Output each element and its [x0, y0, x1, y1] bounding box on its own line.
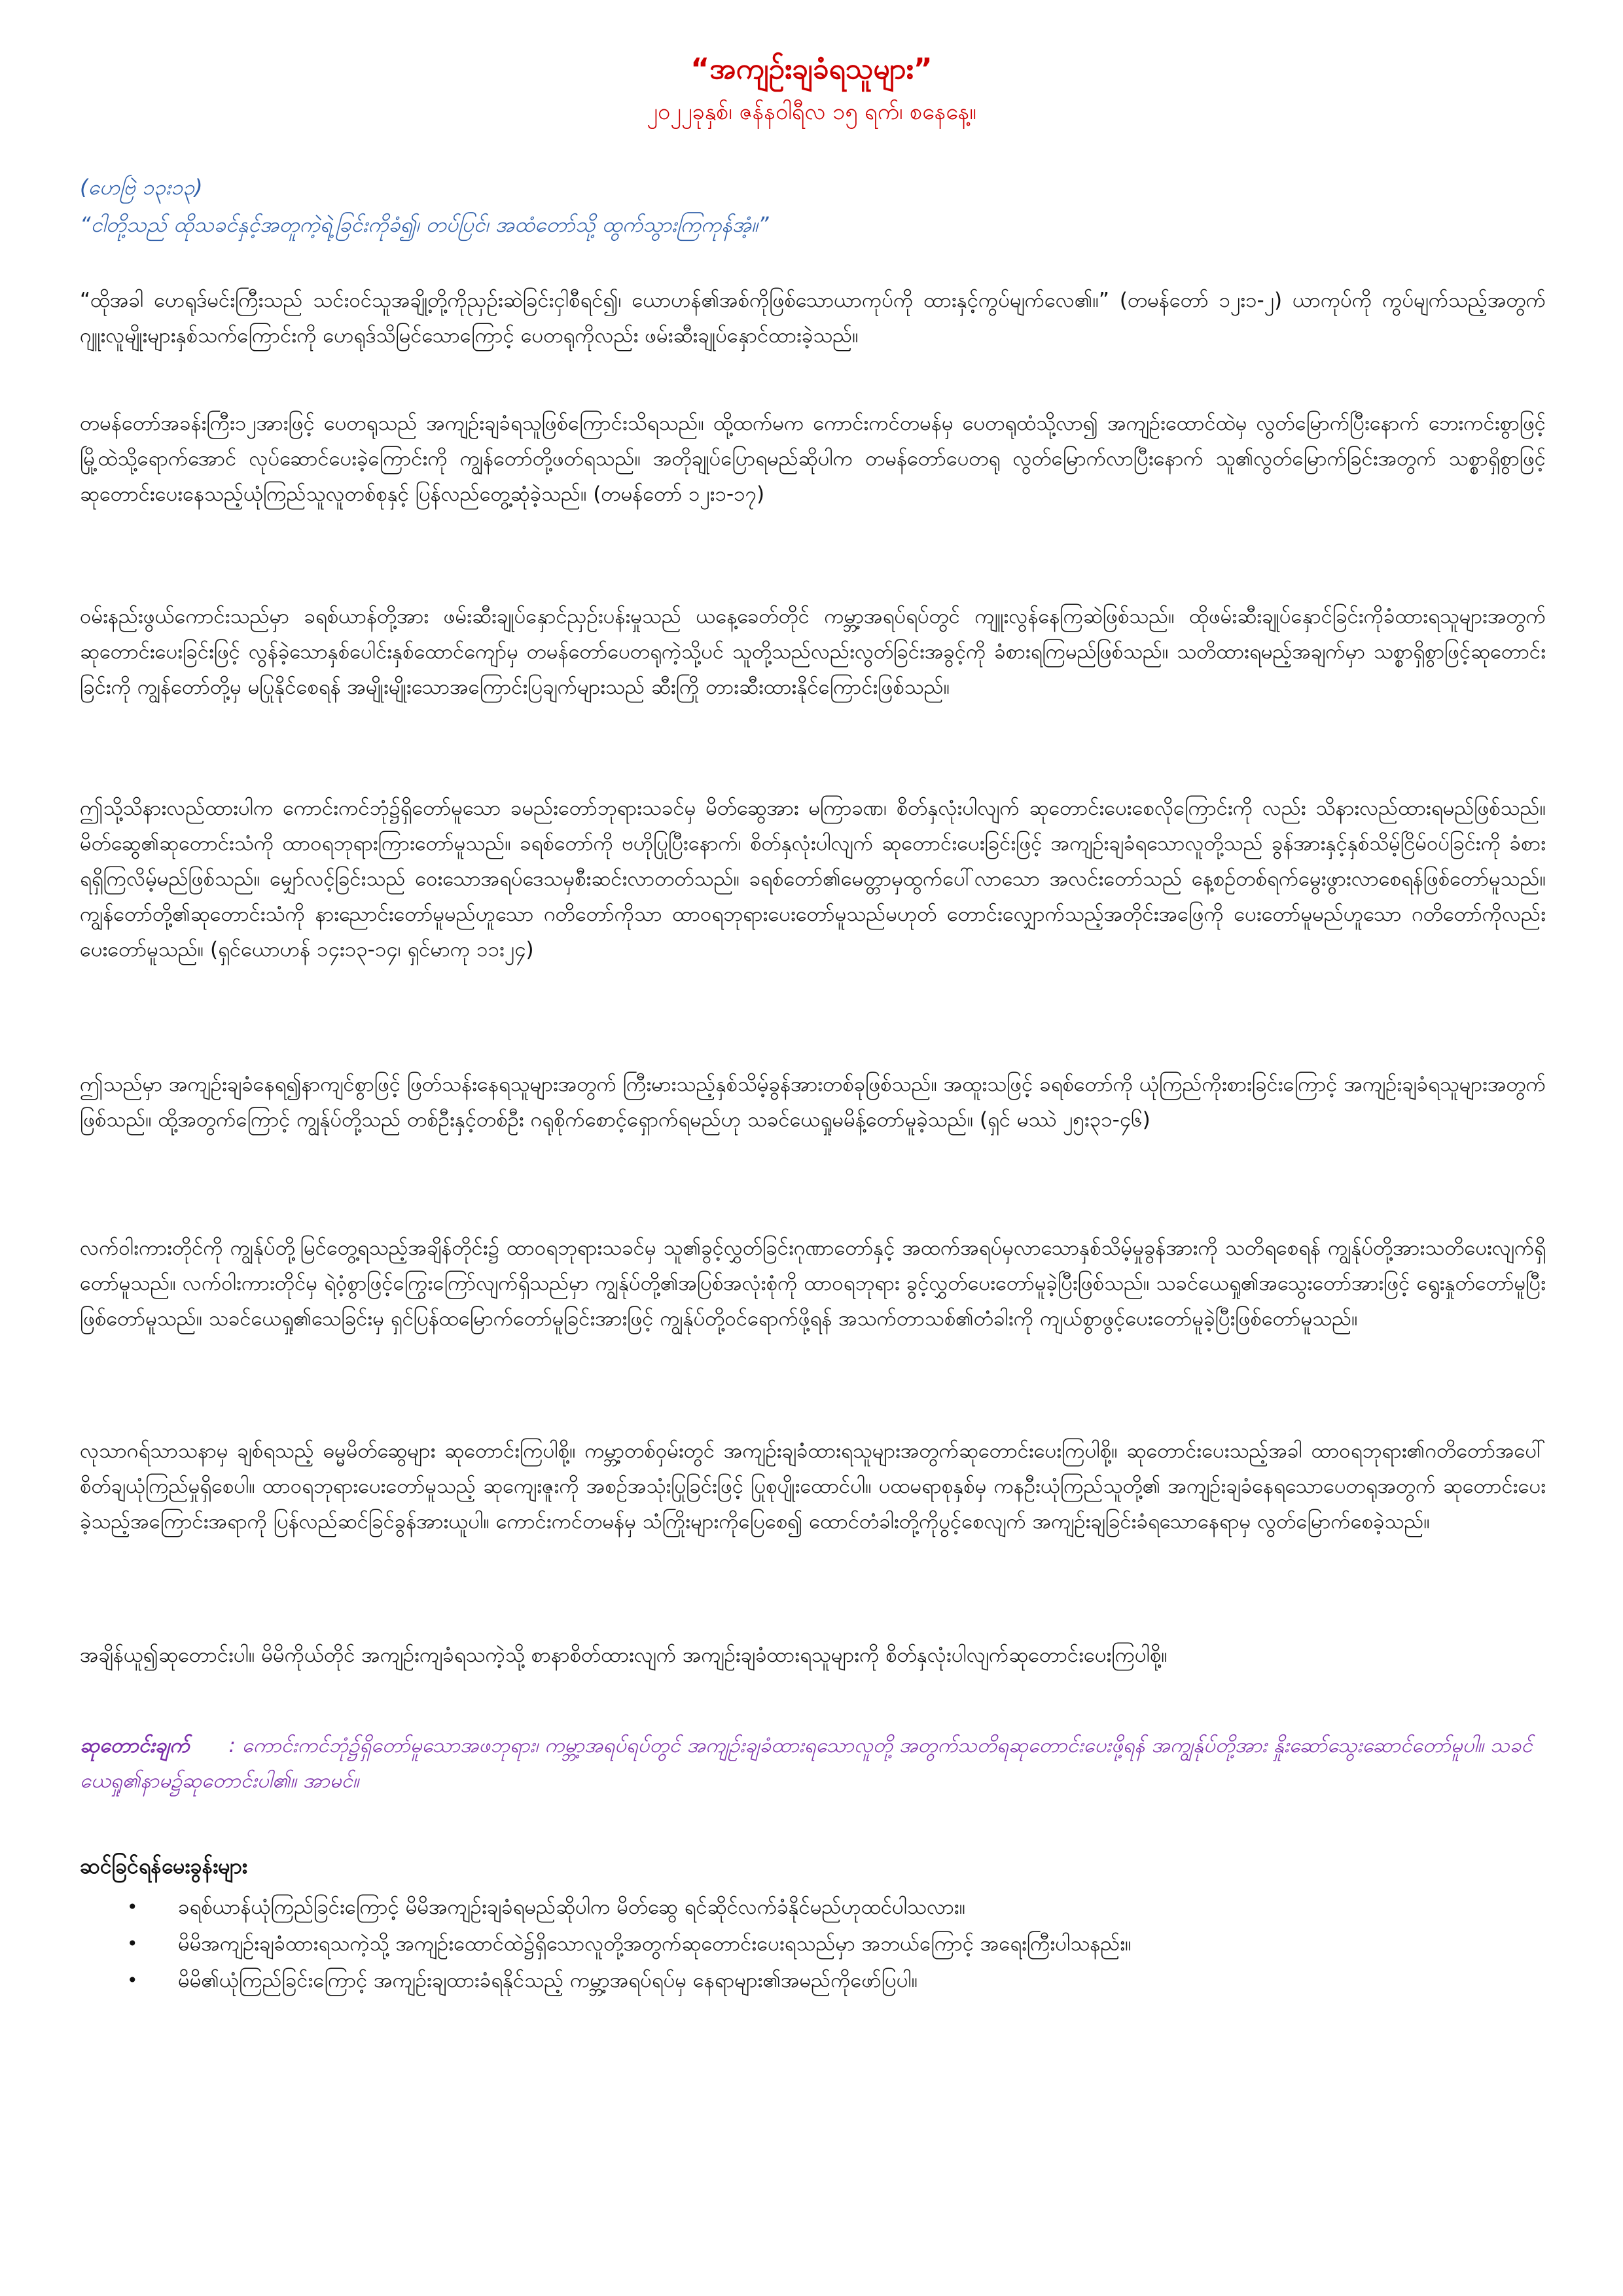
paragraph-1: “ထိုအခါ ဟေရုဒ်မင်းကြီးသည် သင်းဝင်သူအချို့တို့ကိုညှဉ်းဆဲခြင်းငှါစီရင်၍၊ ယောဟန်၏အစ်ကိုဖြစ်သောယာကုပ်ကို ထားနှင့်ကွပ်မျက်လေ၏။” (တမန်တော် ၁၂း၁-၂) ယာကုပ်ကို ကွပ်မျက်သည့်အတွက် ဂျူးလူမျိုးများနှစ်သက်ကြောင်းကို ဟေရုဒ်သိမြင်သောကြောင့် ပေတရုကိုလည်း ဖမ်းဆီးချုပ်နှောင်ထားခဲ့သည်။	[80, 289, 1546, 348]
paragraph-8: အချိန်ယူ၍ဆုတောင်းပါ။ မိမိကိုယ်တိုင် အကျဉ်းကျခံရသကဲ့သို့ စာနာစိတ်ထားလျက် အကျဉ်းချခံထားရသူများကို စိတ်နှလုံးပါလျက်ဆုတောင်းပေးကြပါစို့။	[80, 1643, 1168, 1667]
question-item	[80, 1926, 1546, 1962]
prayer-text: : ကောင်းကင်ဘုံ၌ရှိတော်မူသောအဖဘုရား၊ ကမ္ဘာ့အရပ်ရပ်တွင် အကျဉ်းချခံထားရသောလူတို့ အတွက်သတိရဆုတောင်းပေးဖို့ရန် အကျွန်ုပ်တို့အား နှိုးဆော်သွေးဆောင်တော်မူပါ။ သခင်ယေရှု၏နာမ၌ဆုတောင်းပါ၏။ အာမင်။	[80, 1734, 1533, 1793]
paragraph-6: လက်ဝါးကားတိုင်ကို ကျွန်ုပ်တို့မြင်တွေ့ရသည့်အချိန်တိုင်း၌ ထာဝရဘုရားသခင်မှ သူ၏ခွင့်လွှတ်ခြင်းဂုဏာတော်နှင့် အထက်အရပ်မှလာသောနှစ်သိမ့်မှုခွန်အားကို သတိရစေရန် ကျွန်ုပ်တို့အားသတိပေးလျက်ရှိတော်မူသည်။ လက်ဝါးကားတိုင်မှ ရဲဝံ့စွာဖြင့်ကြွေးကြော်လျက်ရှိသည်မှာ ကျွန်ုပ်တို့၏အပြစ်အလုံးစုံကို ထာဝရဘုရား ခွင့်လွှတ်ပေးတော်မူခဲ့ပြီးဖြစ်သည်။ သခင်ယေရှု၏အသွေးတော်အားဖြင့် ရွေးနှုတ်တော်မူပြီးဖြစ်တော်မူသည်။ သခင်ယေရှု၏သေခြင်းမှ ရှင်ပြန်ထမြောက်တော်မူခြင်းအားဖြင့် ကျွန်ုပ်တို့ဝင်ရောက်ဖို့ရန် အသက်တာသစ်၏တံခါးကို ကျယ်စွာဖွင့်ပေးတော်မူခဲ့ပြီးဖြစ်တော်မူသည်။	[80, 1236, 1546, 1331]
paragraph-2: တမန်တော်အခန်းကြီး၁၂အားဖြင့် ပေတရုသည် အကျဉ်းချခံရသူဖြစ်ကြောင်းသိရသည်။ ထို့ထက်မက ကောင်းကင်တမန်မှ ပေတရုထံသို့လာ၍ အကျဉ်းထောင်ထဲမှ လွတ်မြောက်ပြီးနောက် ဘေးကင်းစွာဖြင့် မြို့ထဲသို့ရောက်အောင် လုပ်ဆောင်ပေးခဲ့ကြောင်းကို ကျွန်တော်တို့ဖတ်ရသည်။ အတိုချုပ်ပြောရမည်ဆိုပါက တမန်တော်ပေတရု လွတ်မြောက်လာပြီးနောက် သူ၏လွတ်မြောက်ခြင်းအတွက် သစ္စာရှိစွာဖြင့်ဆုတောင်းပေးနေသည့်ယုံကြည်သူလူတစ်စုနှင့် ပြန်လည်တွေ့ဆုံခဲ့သည်။ (တမန်တော် ၁၂း၁-၁၇)	[80, 412, 1546, 506]
question-item	[80, 1962, 1546, 1999]
paragraph-3: ဝမ်းနည်းဖွယ်ကောင်းသည်မှာ ခရစ်ယာန်တို့အား ဖမ်းဆီးချုပ်နှောင်ညှဉ်းပန်းမှုသည် ယနေ့ခေတ်တိုင် ကမ္ဘာ့အရပ်ရပ်တွင် ကျူးလွန်နေကြဆဲဖြစ်သည်။ ထိုဖမ်းဆီးချုပ်နှောင်ခြင်းကိုခံထားရသူများအတွက် ဆုတောင်းပေးခြင်းဖြင့် လွန်ခဲ့သောနှစ်ပေါင်းနှစ်ထောင်ကျော်မှ တမန်တော်ပေတရုကဲ့သို့ပင် သူတို့သည်လည်းလွတ်ခြင်းအခွင့်ကို ခံစားရကြမည်ဖြစ်သည်။ သတိထားရမည့်အချက်မှာ သစ္စာရှိစွာဖြင့်ဆုတောင်းခြင်းကို ကျွန်တော်တို့မှ မပြုနိုင်စေရန် အမျိုးမျိုးသောအကြောင်းပြချက်များသည် ဆီးကြို တားဆီးထားနိုင်ကြောင်းဖြစ်သည်။	[80, 605, 1546, 699]
questions-list	[80, 1889, 1546, 1999]
document-date: ၂၀၂၂ခုနှစ်၊ ဇန်နဝါရီလ ၁၅ ရက်၊ စနေနေ့။	[647, 99, 976, 125]
bullet-icon: •	[127, 1969, 138, 1991]
paragraph-4: ဤသို့သိနားလည်ထားပါက ကောင်းကင်ဘုံ၌ရှိတော်မူသော ခမည်းတော်ဘုရားသခင်မှ မိတ်ဆွေအား မကြာခဏ၊ စိတ်နှလုံးပါလျက် ဆုတောင်းပေးစေလိုကြောင်းကို လည်း သိနားလည်ထားရမည်ဖြစ်သည်။ မိတ်ဆွေ၏ဆုတောင်းသံကို ထာဝရဘုရားကြားတော်မူသည်။ ခရစ်တော်ကို ဗဟိုပြုပြီးနောက်၊ စိတ်နှလုံးပါလျက် ဆုတောင်းပေးခြင်းဖြင့် အကျဉ်းချခံရသောလူတို့သည် ခွန်အားနှင့်နှစ်သိမ့်ငြိမ်ဝပ်ခြင်းကို ခံစားရရှိကြလိမ့်မည်ဖြစ်သည်။ မျှော်လင့်ခြင်းသည် ဝေးသောအရပ်ဒေသမှစီးဆင်းလာတတ်သည်။ ခရစ်တော်၏မေတ္တာမှထွက်ပေါ်လာသော အလင်းတော်သည် နေ့စဉ်တစ်ရက်မွေးဖွားလာစေရန်ဖြစ်တော်မူသည်။ ကျွန်တော်တို့၏ဆုတောင်းသံကို နားညောင်းတော်မူမည်ဟူသော ဂတိတော်ကိုသာ ထာဝရဘုရားပေးတော်မူသည်မဟုတ် တောင်းလျှောက်သည့်အတိုင်းအဖြေကို ပေးတော်မူမည်ဟူသော ဂတိတော်ကိုလည်းပေးတော်မူသည်။ (ရှင်ယောဟန် ၁၄း၁၃-၁၄၊ ရှင်မာကု ၁၁း၂၄)	[80, 797, 1546, 961]
paragraph-5: ဤသည်မှာ အကျဉ်းချခံနေရ၍နာကျင်စွာဖြင့် ဖြတ်သန်းနေရသူများအတွက် ကြီးမားသည့်နှစ်သိမ့်ခွန်အားတစ်ခုဖြစ်သည်။ အထူးသဖြင့် ခရစ်တော်ကို ယုံကြည်ကိုးစားခြင်းကြောင့် အကျဉ်းချခံရသူများအတွက်ဖြစ်သည်။ ထို့အတွက်ကြောင့် ကျွန်ုပ်တို့သည် တစ်ဦးနှင့်တစ်ဦး ဂရုစိုက်စောင့်ရှောက်ရမည်ဟု သခင်ယေရှုမမိန့်တော်မူခဲ့သည်။ (ရှင် မဿဲ ၂၅း၃၁-၄၆)	[80, 1073, 1546, 1132]
verse-reference: (ဟေဗြဲ ၁၃း၁၃)	[80, 175, 203, 200]
prayer-label: ဆုတောင်းချက်	[80, 1734, 190, 1757]
paragraph-7: လုသာဂရ်သာသနာမှ ချစ်ရသည့် ဓမ္မမိတ်ဆွေများ ဆုတောင်းကြပါစို့။ ကမ္ဘာ့တစ်ဝှမ်းတွင် အကျဉ်းချခံထားရသူများအတွက်ဆုတောင်းပေးကြပါစို့။ ဆုတောင်းပေးသည့်အခါ ထာဝရဘုရား၏ဂတိတော်အပေါ် စိတ်ချယုံကြည်မှုရှိစေပါ။ ထာဝရဘုရားပေးတော်မူသည့် ဆုကျေးဇူးကို အစဉ်အသုံးပြုခြင်းဖြင့် ပြုစုပျိုးထောင်ပါ။ ပထမရာစုနှစ်မှ ကနဦးယုံကြည်သူတို့၏ အကျဉ်းချခံနေရသောပေတရုအတွက် ဆုတောင်းပေးခဲ့သည့်အကြောင်းအရာကို ပြန်လည်ဆင်ခြင်ခွန်အားယူပါ။ ကောင်းကင်တမန်မှ သံကြိုးများကိုပြေစေ၍ ထောင်တံခါးတို့ကိုပွင့်စေလျက် အကျဉ်းချခြင်းခံရသောနေရာမှ လွတ်မြောက်စေခဲ့သည်။	[80, 1439, 1546, 1534]
document-title: “အကျဉ်းချခံရသူများ”	[690, 52, 933, 86]
questions-heading: ဆင်ခြင်ရန်မေးခွန်းများ	[80, 1854, 247, 1878]
bullet-icon: •	[127, 1933, 138, 1954]
question-text: ခရစ်ယာန်ယုံကြည်ခြင်းကြောင့် မိမိအကျဉ်းချခံရမည်ဆိုပါက မိတ်ဆွေ ရင်ဆိုင်လက်ခံနိုင်မည်ဟုထင်ပါသလား။	[178, 1895, 966, 1919]
question-item	[80, 1889, 1546, 1926]
prayer-block	[80, 1728, 1546, 1799]
question-text: မိမိ၏ယုံကြည်ခြင်းကြောင့် အကျဉ်းချထားခံရနိုင်သည့် ကမ္ဘာ့အရပ်ရပ်မှ နေရာများ၏အမည်ကိုဖော်ပြပါ။	[178, 1969, 918, 1992]
verse-text: “ငါတို့သည် ထိုသခင်နှင့်အတူကဲ့ရဲ့ခြင်းကိုခံ၍၊ တပ်ပြင်၊ အထံတော်သို့ ထွက်သွားကြကုန်အံ့။”	[80, 212, 769, 237]
question-text: မိမိအကျဉ်းချခံထားရသကဲ့သို့ အကျဉ်းထောင်ထဲ၌ရှိသောလူတို့အတွက်ဆုတောင်းပေးရသည်မှာ အဘယ်ကြောင့် အရေးကြီးပါသနည်း။	[178, 1932, 1132, 1956]
bullet-icon: •	[127, 1896, 138, 1918]
